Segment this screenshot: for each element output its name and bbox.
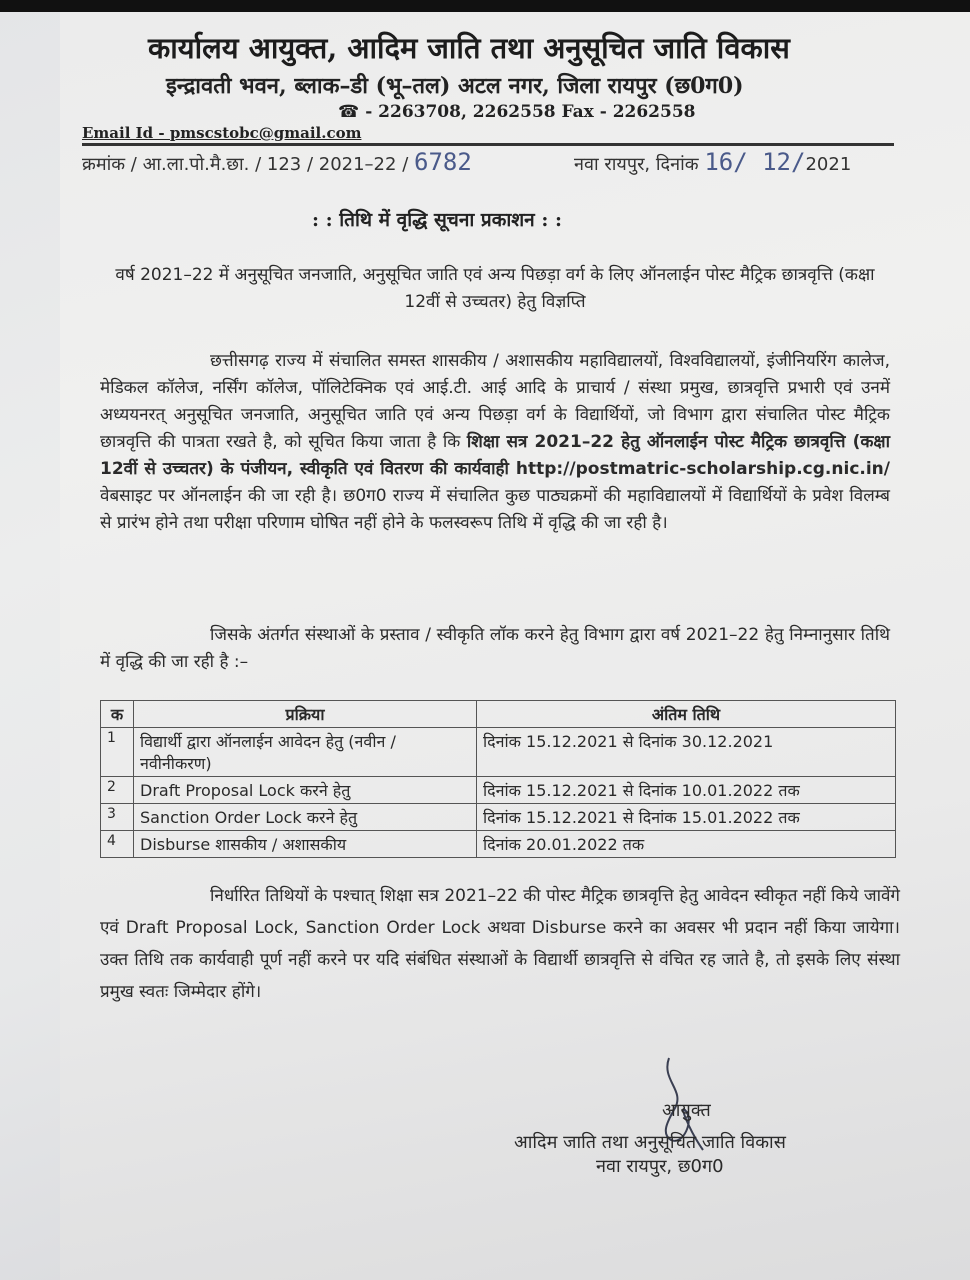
phone-numbers: - 2263708, 2262558 Fax - 2262558 xyxy=(365,102,696,122)
row-process: Sanction Order Lock करने हेतु xyxy=(134,804,477,831)
place-date xyxy=(574,148,851,176)
row-process: Disburse शासकीय / अशासकीय xyxy=(134,831,477,858)
header-process: प्रक्रिया xyxy=(134,701,477,728)
table-row xyxy=(101,831,896,858)
notice-intro: वर्ष 2021–22 में अनुसूचित जनजाति, अनुसूचित जाति एवं अन्य पिछड़ा वर्ग के लिए ऑनलाईन पोस्ट मैट्रिक छात्रवृत्ति (कक्षा 12वीं से उच्चतर) हेतु विज्ञप्ति xyxy=(115,265,875,312)
header-serial: क xyxy=(101,701,134,728)
email-address: Email Id - pmscstobc@gmail.com xyxy=(82,124,362,142)
row-serial: 3 xyxy=(101,804,134,831)
office-address: इन्द्रावती भवन, ब्लाक–डी (भू–तल) अटल नगर, जिला रायपुर (छ0ग0) xyxy=(166,73,744,99)
closing-text: निर्धारित तिथियों के पश्चात् शिक्षा सत्र 2021–22 की पोस्ट मैट्रिक छात्रवृत्ति हेतु आवेदन स्वीकृत नहीं किये जावेंगे एवं Draft Proposal Lock, Sanction Order Lock अथवा Disburse करने का अवसर भी प्रदान नहीं किया जायेगा। उक्त तिथि तक कार्यवाही पूर्ण नहीं करने पर यदि संबंधित संस्थाओं के विद्यार्थी छात्रवृत्ति से वंचित रह जाते है, तो इसके लिए संस्था प्रमुख स्वतः जिम्मेदार होंगे। xyxy=(100,886,900,1002)
place-date-prefix: नवा रायपुर, दिनांक xyxy=(574,154,699,175)
notice-body xyxy=(100,348,890,537)
signatory-title: आयुक्त xyxy=(662,1100,711,1121)
signatory-place: नवा रायपुर, छ0ग0 xyxy=(596,1156,724,1177)
table-header-row xyxy=(101,701,896,728)
row-deadline: दिनांक 15.12.2021 से दिनांक 15.01.2022 तक xyxy=(477,804,896,831)
row-process: विद्यार्थी द्वारा ऑनलाईन आवेदन हेतु (नवीन / नवीनीकरण) xyxy=(134,728,477,777)
signatory-department: आदिम जाति तथा अनुसूचित जाति विकास xyxy=(514,1132,786,1153)
row-process: Draft Proposal Lock करने हेतु xyxy=(134,777,477,804)
reference-number xyxy=(82,148,472,176)
phone-line xyxy=(338,102,696,122)
office-name: कार्यालय आयुक्त, आदिम जाति तथा अनुसूचित जाति विकास xyxy=(148,31,790,65)
telephone-icon: ☎ xyxy=(338,102,360,122)
row-serial: 4 xyxy=(101,831,134,858)
row-deadline: दिनांक 20.01.2022 तक xyxy=(477,831,896,858)
date-year: 2021 xyxy=(805,154,852,175)
screen-top-bar xyxy=(0,0,970,12)
body-bold-text: शिक्षा सत्र 2021–22 हेतु ऑनलाईन पोस्ट मैट्रिक छात्रवृत्ति (कक्षा 12वीं से उच्चतर) के पंजीयन, स्वीकृति एवं वितरण की कार्यवाही http://postmatric-scholarship.cg.nic.in/ xyxy=(100,432,890,479)
body-part-1: छत्तीसगढ़ राज्य में संचालित समस्त शासकीय / अशासकीय महाविद्यालयों, विश्वविद्यालयों, इंजीनियरिंग कालेज, मेडिकल कॉलेज, नर्सिंग कॉलेज, पॉलिटेक्निक एवं आई.टी. आई आदि के प्राचार्य / संस्था प्रमुख, छात्रवृत्ति प्रभारी एवं उनमें अध्ययनरत् अनुसूचित जनजाति, अनुसूचित जाति एवं अन्य पिछड़ा वर्ग के विद्यार्थियों, जो विभाग द्वारा संचालित पोस्ट मैट्रिक छात्रवृत्ति की पात्रता रखते है, को सूचित किया जाता है कि xyxy=(100,351,890,452)
row-deadline: दिनांक 15.12.2021 से दिनांक 10.01.2022 तक xyxy=(477,777,896,804)
notice-subject: : : तिथि में वृद्धि सूचना प्रकाशन : : xyxy=(312,209,562,231)
table-row xyxy=(101,777,896,804)
row-serial: 1 xyxy=(101,728,134,777)
row-serial: 2 xyxy=(101,777,134,804)
header-divider xyxy=(82,143,894,146)
handwritten-date: 16/ 12/ xyxy=(704,148,806,176)
reference-prefix: क्रमांक / आ.ला.पो.मै.छा. / 123 / 2021–22 / xyxy=(82,154,409,175)
row-deadline: दिनांक 15.12.2021 से दिनांक 30.12.2021 xyxy=(477,728,896,777)
table-row xyxy=(101,804,896,831)
body-part-2: वेबसाइट पर ऑनलाईन की जा रही है। छ0ग0 राज्य में संचालित कुछ पाठ्यक्रमों की महाविद्यालयों में विद्यार्थियों के प्रवेश विलम्ब से प्रारंभ होने तथा परीक्षा परिणाम घोषित नहीं होने के फलस्वरूप तिथि में वृद्धि की जा रही है। xyxy=(100,486,890,533)
handwritten-number: 6782 xyxy=(414,148,472,176)
extension-text: जिसके अंतर्गत संस्थाओं के प्रस्ताव / स्वीकृति लॉक करने हेतु विभाग द्वारा वर्ष 2021–22 हेतु निम्नानुसार तिथि में वृद्धि की जा रही है :– xyxy=(100,625,890,672)
schedule-table xyxy=(100,700,896,858)
header-deadline: अंतिम तिथि xyxy=(477,701,896,728)
table-row xyxy=(101,728,896,777)
